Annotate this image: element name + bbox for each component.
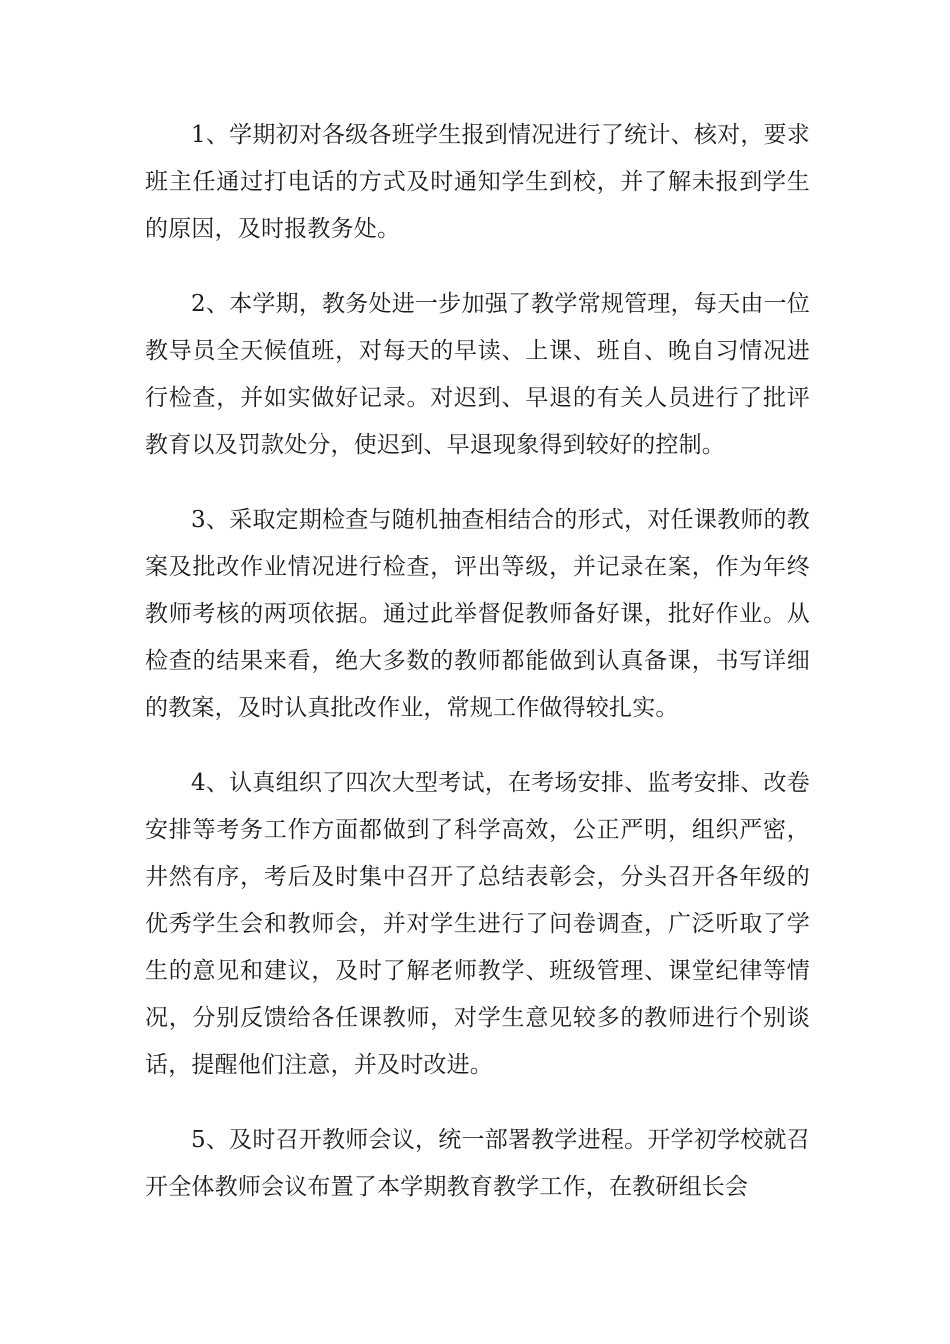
paragraph-5: 5、及时召开教师会议，统一部署教学进程。开学初学校就召开全体教师会议布置了本学期教育教学工作，在教研组长会 xyxy=(145,1127,810,1200)
paragraph-2: 2、本学期，教务处进一步加强了教学常规管理，每天由一位教导员全天候值班，对每天的早读、上课、班自、晚自习情况进行检查，并如实做好记录。对迟到、早退的有关人员进行了批评教育以及罚款处分，使迟到、早退现象得到较好的控制。 xyxy=(145,291,810,458)
paragraph-4: 4、认真组织了四次大型考试，在考场安排、监考安排、改卷安排等考务工作方面都做到了科学高效，公正严明，组织严密，井然有序，考后及时集中召开了总结表彰会，分头召开各年级的优秀学生会和教师会，并对学生进行了问卷调查，广泛听取了学生的意见和建议，及时了解老师教学、班级管理、课堂纪律等情况，分别反馈给各任课教师，对学生意见较多的教师进行个别谈话，提醒他们注意，并及时改进。 xyxy=(145,770,810,1078)
paragraph-3: 3、采取定期检查与随机抽查相结合的形式，对任课教师的教案及批改作业情况进行检查，评出等级，并记录在案，作为年终教师考核的两项依据。通过此举督促教师备好课，批好作业。从检查的结果来看，绝大多数的教师都能做到认真备课，书写详细的教案，及时认真批改作业，常规工作做得较扎实。 xyxy=(145,507,810,721)
document-body xyxy=(145,112,810,1239)
paragraph-1: 1、学期初对各级各班学生报到情况进行了统计、核对，要求班主任通过打电话的方式及时通知学生到校，并了解未报到学生的原因，及时报教务处。 xyxy=(145,122,810,242)
